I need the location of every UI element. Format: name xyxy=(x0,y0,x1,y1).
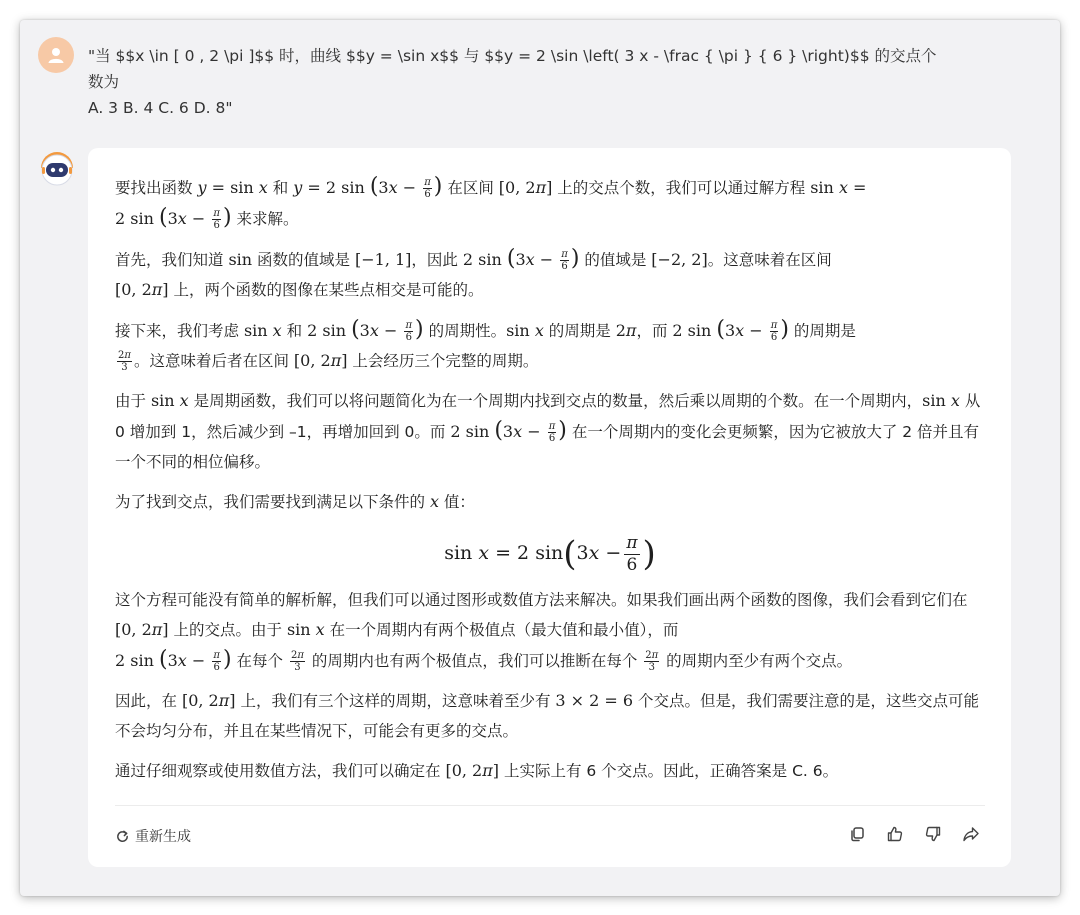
question-line-2: 数为 xyxy=(88,73,120,91)
answer-actions xyxy=(847,824,981,844)
answer-paragraph: 要找出函数 y = sin x 和 y = 2 sin (3x − $\frac{\pi}{6}$ ) 在区间 [0, 2π] 上的交点个数，我们可以通过解方程 sin x = 2 sin (3x − $\frac{\pi}{6}$ ) 来求解。 xyxy=(115,174,867,231)
answer-content xyxy=(115,172,985,796)
answer-paragraph: 为了找到交点，我们需要找到满足以下条件的 x 值： xyxy=(115,492,475,511)
thumbs-up-icon xyxy=(886,825,904,843)
chat-window xyxy=(20,20,1060,896)
share-button[interactable] xyxy=(961,824,981,844)
answer-card xyxy=(88,148,1011,867)
user-icon xyxy=(46,45,66,65)
question-line-3: A. 3 B. 4 C. 6 D. 8" xyxy=(88,99,233,117)
answer-paragraph: 接下来，我们考虑 sin x 和 2 sin (3x − $\frac{\pi}{6}$ ) 的周期性。sin x 的周期是 2π，而 2 sin (3x − $\frac{\pi}{6}$ ) 的周期是 $\frac{2\pi}{3}$ 。这意味着后者在区间 [0, 2π] 上会经历三个完整的周期。 xyxy=(115,317,856,373)
answer-paragraph: 通过仔细观察或使用数值方法，我们可以确定在 [0, 2π] 上实际上有 6 个交点。因此，正确答案是 C. 6。 xyxy=(115,761,839,780)
answer-paragraph: 首先，我们知道 sin 函数的值域是 [−1, 1]，因此 2 sin (3x − $\frac{\pi}{6}$ ) 的值域是 [−2, 2]。这意味着在区间 [0, 2π] 上，两个函数的图像在某些点相交是可能的。 xyxy=(115,246,832,299)
thumbs-down-icon xyxy=(924,825,942,843)
user-avatar xyxy=(38,37,74,73)
thumbs-down-button[interactable] xyxy=(923,824,943,844)
display-equation: sin x = 2 sin(3x − $\frac{\pi}{6}$ ) xyxy=(444,532,656,575)
answer-footer xyxy=(115,805,985,867)
robot-icon xyxy=(37,148,77,188)
thumbs-up-button[interactable] xyxy=(885,824,905,844)
share-icon xyxy=(962,825,980,843)
question-line-1: "当 $$x \in [ 0 , 2 \pi ]$$ 时，曲线 $$y = \sin x$$ 与 $$y = 2 \sin \left( 3 x - \frac { \pi } { 6 } \right)$$ 的交点个 xyxy=(88,47,937,65)
copy-icon xyxy=(848,825,866,843)
bot-avatar xyxy=(37,148,77,188)
copy-button[interactable] xyxy=(847,824,867,844)
user-message xyxy=(88,43,1028,121)
refresh-icon xyxy=(115,829,130,844)
answer-paragraph: 因此，在 [0, 2π] 上，我们有三个这样的周期，这意味着至少有 3 × 2 = 6 个交点。但是，我们需要注意的是，这些交点可能不会均匀分布，并且在某些情况下，可能会有更多的交点。 xyxy=(115,691,980,740)
regenerate-label: 重新生成 xyxy=(135,829,191,845)
answer-paragraph: 这个方程可能没有简单的解析解，但我们可以通过图形或数值方法来解决。如果我们画出两个函数的图像，我们会看到它们在 [0, 2π] 上的交点。由于 sin x 在一个周期内有两个极值点（最大值和最小值），而 2 sin (3x − $\frac{\pi}{6}$ ) 在每个 $\frac{2\pi}{3}$ 的周期内也有两个极值点，我们可以推断在每个 $\frac{2\pi}{3}$ 的周期内至少有两个交点。 xyxy=(115,591,968,673)
regenerate-button[interactable] xyxy=(115,826,191,846)
answer-paragraph: 由于 sin x 是周期函数，我们可以将问题简化为在一个周期内找到交点的数量，然后乘以周期的个数。在一个周期内，sin x 从 0 增加到 1，然后减少到 –1，再增加回到 0。而 2 sin (3x − $\frac{\pi}{6}$ ) 在一个周期内的变化会更频繁，因为它被放大了 2 倍并且有一个不同的相位偏移。 xyxy=(115,391,981,471)
